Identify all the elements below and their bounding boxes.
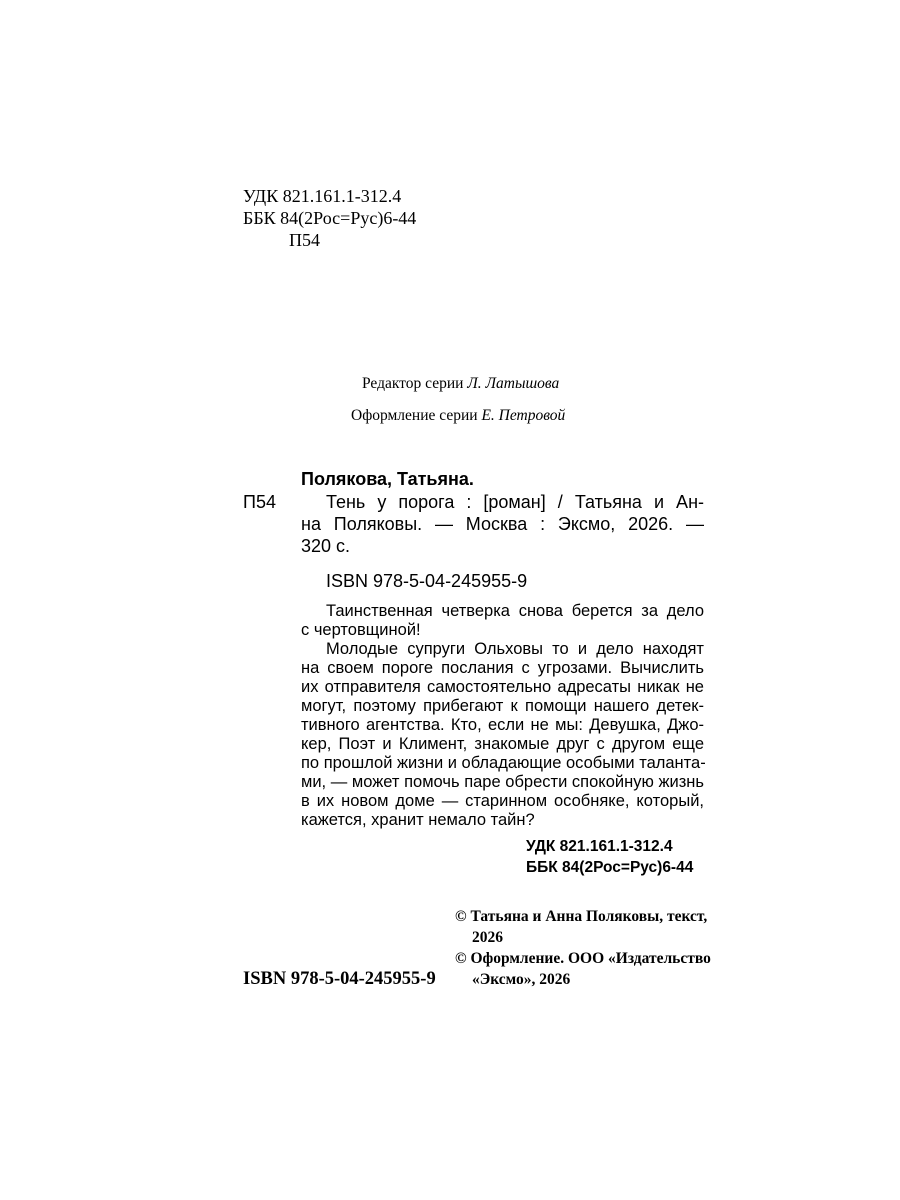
series-design-label: Оформление серии [351,407,482,424]
catalog-udk: УДК 821.161.1-312.4 [526,838,673,855]
annotation-line: на своем пороге послания с угрозами. Вычислить [301,659,704,677]
series-editor-name: Л. Латышова [467,375,560,392]
annotation-line: Молодые супруги Ольховы то и дело находят [326,640,704,658]
copyright-text-year: 2026 [472,929,503,946]
annotation-line: Таинственная четверка снова берется за дело [326,602,704,620]
annotation-line: могут, поэтому прибегают к помощи нашего детек- [301,697,704,715]
catalog-isbn: ISBN 978-5-04-245955-9 [326,571,528,591]
annotation-line: их отправителя самостоятельно адресаты никак не [301,678,704,696]
catalog-author: Полякова, Татьяна. [301,469,474,489]
bbk-code: ББК 84(2Рос=Рус)6-44 [243,208,417,228]
annotation-line: тивного агентства. Кто, если не мы: Девушка, Джо- [301,716,704,734]
series-editor-credit [362,374,559,394]
title-line: Тень у порога : [роман] / Татьяна и Ан- [326,492,704,512]
copyright-design-line: © Оформление. ООО «Издательство [455,950,711,967]
catalog-author-mark: П54 [243,492,276,512]
series-editor-label: Редактор серии [362,375,468,392]
series-design-name: Е. Петровой [481,407,566,424]
copyright-design-publisher: «Эксмо», 2026 [472,971,571,988]
annotation-line: ми, — может помочь паре обрести спокойную жизнь [301,773,704,791]
udk-code: УДК 821.161.1-312.4 [243,186,402,206]
isbn-bottom: ISBN 978-5-04-245955-9 [243,969,436,989]
annotation-line: кер, Поэт и Климент, знакомые друг с другом еще [301,735,704,753]
title-line: 320 с. [301,536,351,556]
annotation-line: в их новом доме — старинном особняке, который, [301,792,704,810]
series-design-credit [351,406,565,426]
annotation-line: с чертовщиной! [301,621,421,639]
catalog-bbk: ББК 84(2Рос=Рус)6-44 [526,859,694,876]
catalog-title-entry [301,491,704,557]
copyright-text-line: © Татьяна и Анна Поляковы, текст, [455,908,708,925]
annotation-line: кажется, хранит немало тайн? [301,811,535,829]
annotation-line: по прошлой жизни и обладающие особыми таланта- [301,754,706,772]
annotation [301,602,704,830]
author-mark: П54 [289,230,320,250]
title-line: на Поляковы. — Москва : Эксмо, 2026. — [301,514,704,534]
